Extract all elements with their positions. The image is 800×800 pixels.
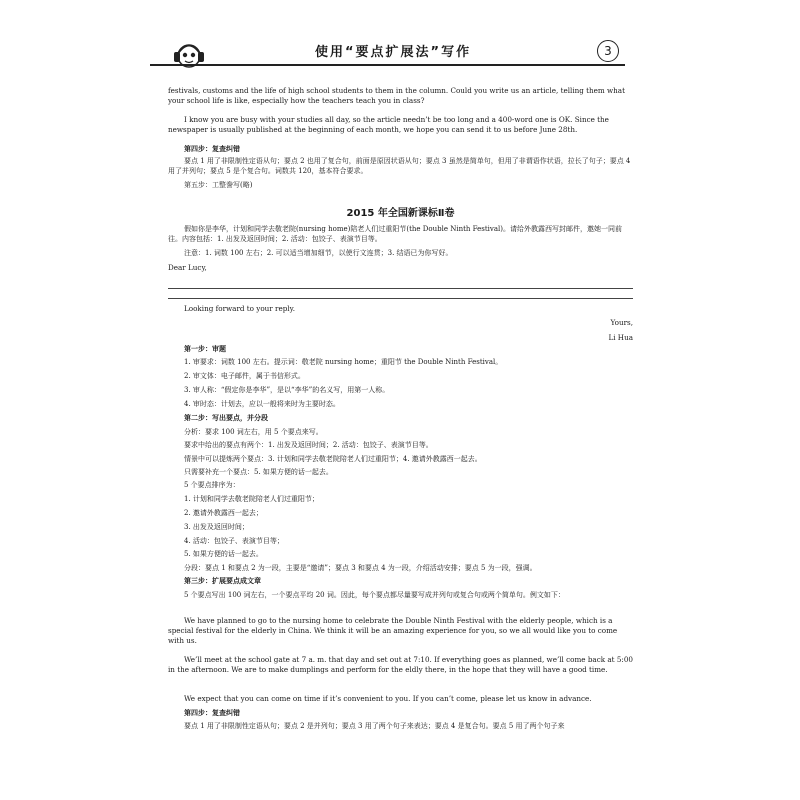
- step4b-heading: 第四步：复查纠错: [184, 708, 240, 717]
- step2-line: 要求中给出的要点有两个：1. 出发及返回时间；2. 活动：包饺子、表演节目等。: [184, 441, 433, 449]
- step1-item: 1. 审要求：词数 100 左右。提示词：敬老院 nursing home；重阳节 the Double Ninth Festival。: [184, 358, 503, 366]
- letter-paragraph-2: I know you are busy with your studies all day, so the article needn’t be too long and a 400-word one is OK. Since the newspaper is usually published at the beginning of each month, we hope you can send it to us before June 28th.: [168, 115, 609, 134]
- salutation: Dear Lucy,: [168, 263, 207, 272]
- step1-heading: 第一步：审题: [184, 344, 226, 353]
- step2-point: 4. 活动：包饺子、表演节目等；: [184, 537, 284, 545]
- page-number: 3: [597, 40, 619, 62]
- step2-heading: 第二步：写出要点，并分段: [184, 413, 268, 422]
- step2-point: 2. 邀请外教露西一起去；: [184, 509, 263, 517]
- sample-paragraph-2: We’ll meet at the school gate at 7 a. m. that day and set out at 7:10. If everything goes as planned, we’ll come back at 5:00 in the afternoon. We are to make dumplings and perform for the eldly there, in the hope that they will have a good time.: [168, 655, 633, 674]
- exam-prompt: 假如你是李华，计划和同学去敬老院(nursing home)陪老人们过重阳节(the Double Ninth Festival)。请给外教露西写封邮件，邀她一同前往。内容包括：1. 出发及返回时间；2. 活动：包饺子、表演节目等。: [168, 225, 622, 243]
- step2-line: 情景中可以提炼两个要点：3. 计划和同学去敬老院陪老人们过重阳节；4. 邀请外教露西一起去。: [184, 455, 482, 463]
- letter-paragraph-1: festivals, customs and the life of high school students to them in the column. Could you write us an article, telling them what your school life is like, especially how the teachers teach you in class?: [168, 86, 625, 105]
- step2-paragraphing: 分段：要点 1 和要点 2 为一段，主要是“邀请”；要点 3 和要点 4 为一段，介绍活动安排；要点 5 为一段，强调。: [184, 564, 537, 572]
- exam-title: 2015 年全国新课标Ⅱ卷: [346, 208, 455, 219]
- step4b-body: 要点 1 用了非限制性定语从句；要点 2 是并列句；要点 3 用了两个句子来表达；要点 4 是复合句。要点 5 用了两个句子来: [184, 722, 565, 730]
- step2-point: 1. 计划和同学去敬老院陪老人们过重阳节；: [184, 495, 319, 503]
- sample-paragraph-1: We have planned to go to the nursing home to celebrate the Double Ninth Festival with the elderly people, which is a special festival for the elderly in China. We think it will be an amazing experience for you, so we all would like you to come with us.: [168, 616, 618, 645]
- step4-body: 要点 1 用了非限制性定语从句；要点 2 也用了复合句，前面是原因状语从句；要点 3 虽然是简单句，但用了非谓语作状语，拉长了句子；要点 4 用了并列句；要点 5 是个复合句。词数共 120，基本符合要求。: [168, 157, 631, 175]
- closing-line: Looking forward to your reply.: [184, 304, 295, 313]
- step1-item: 3. 审人称：“假定你是李华”，是以“李华”的名义写，用第一人称。: [184, 386, 390, 394]
- page-header: [150, 38, 625, 66]
- signature-yours: Yours,: [610, 318, 633, 327]
- sample-paragraph-3: We expect that you can come on time if it’s convenient to you. If you can’t come, please let us know in advance.: [184, 694, 592, 703]
- step5-line: 第五步：工整誊写(略): [184, 181, 253, 189]
- exam-notes: 注意：1. 词数 100 左右；2. 可以适当增加细节，以使行文连贯；3. 结语已为你写好。: [184, 249, 453, 257]
- step2-point: 3. 出发及返回时间；: [184, 523, 249, 531]
- writing-line: [168, 298, 633, 299]
- header-title: 使用“要点扩展法”写作: [315, 45, 472, 60]
- signature-name: Li Hua: [608, 333, 633, 342]
- step2-line: 只需要补充一个要点：5. 如果方便的话一起去。: [184, 468, 333, 476]
- step3-heading: 第三步：扩展要点成文章: [184, 576, 261, 585]
- header-rule: [150, 64, 625, 66]
- step2-point: 5. 如果方便的话一起去。: [184, 550, 263, 558]
- step1-item: 2. 审文体：电子邮件，属于书信形式。: [184, 372, 305, 380]
- step3-intro: 5 个要点写出 100 词左右，一个要点平均 20 词。因此，每个要点都尽量要写成并列句或复合句或两个简单句。例文如下：: [184, 591, 565, 599]
- step2-line: 5 个要点排序为：: [184, 481, 240, 489]
- writing-line: [168, 288, 633, 289]
- step1-item: 4. 审时态：计划去，应以一般将来时为主要时态。: [184, 400, 340, 408]
- step4-heading: 第四步：复查纠错: [184, 144, 240, 153]
- step2-line: 分析：要求 100 词左右，用 5 个要点来写。: [184, 428, 323, 436]
